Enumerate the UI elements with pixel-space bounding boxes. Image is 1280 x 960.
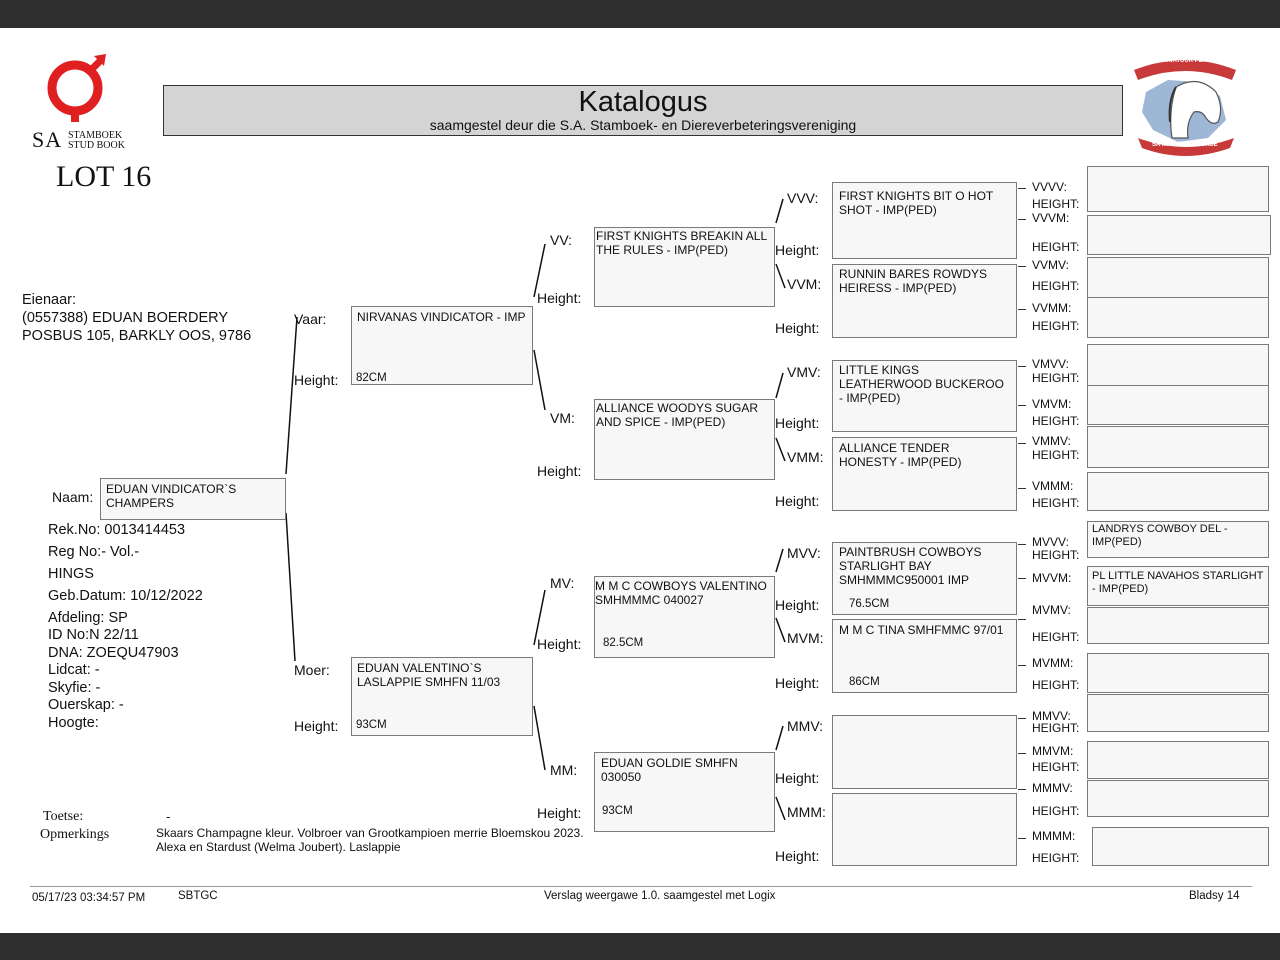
mmmm-label: MMMM: [1032,829,1076,843]
vvv-height-label: Height: [775,242,820,258]
mv-box [594,576,775,658]
mm-name: EDUAN GOLDIE SMHFN 030050 [601,756,738,784]
vvm-box [832,264,1017,338]
mmv-height-label: Height: [775,770,820,786]
vaar-name: NIRVANAS VINDICATOR - IMP [357,310,526,324]
footer-org: SBTGC [178,890,218,902]
vm-label: VM: [550,410,575,426]
line-mv-mvm [776,618,785,642]
mmm-box [832,793,1017,866]
owner-name: (0557388) EDUAN BOERDERY [22,310,229,326]
lidcat: Lidcat: - [48,662,100,678]
mmvv-box [1087,694,1269,732]
mmmv-box [1087,780,1269,817]
mvm-height: 86CM [849,676,880,688]
skyfie: Skyfie: - [48,680,101,696]
mmvm-height-label: HEIGHT: [1032,760,1080,774]
footer-datetime: 05/17/23 03:34:57 PM [32,892,146,904]
moer-name: EDUAN VALENTINO`S LASLAPPIE SMHFN 11/03 [357,661,501,689]
vm-name: ALLIANCE WOODYS SUGAR AND SPICE - IMP(PED) [596,401,759,429]
owner-label: Eienaar: [22,292,77,308]
mmmv-label: MMMV: [1032,781,1073,795]
line-animal-moer [286,513,295,661]
logo-bottom-text: SA MINIATURE HORSE [1152,142,1218,148]
vmm-height-label: Height: [775,493,820,509]
vmvv-label: VMVV: [1032,357,1069,371]
vmmm-height-label: HEIGHT: [1032,496,1080,510]
vv-name: FIRST KNIGHTS BREAKIN ALL THE RULES - IMP(PED) [596,229,767,257]
vmm-box [832,437,1017,511]
dna: DNA: ZOEQU47903 [48,645,179,661]
mv-name: M M C COWBOYS VALENTINO SMHMMMC 040027 [595,579,767,607]
logo-top-text: SA MINIATUUR PERD [1150,58,1212,64]
birth-date: Geb.Datum: 10/12/2022 [48,588,203,604]
vvv-label: VVV: [787,190,819,206]
remarks-line-2: Alexa en Stardust (Welma Joubert). Laslappie [156,840,401,854]
moer-height-label: Height: [294,718,339,734]
vmv-label: VMV: [787,364,821,380]
footer-page: Bladsy 14 [1189,890,1240,902]
vmvm-label: VMVM: [1032,397,1072,411]
mvmm-box [1087,653,1269,693]
mmv-box [832,715,1017,789]
mv-label: MV: [550,575,575,591]
vvmv-box [1087,257,1269,299]
vmv-height-label: Height: [775,415,820,431]
vvm-label: VVM: [787,276,822,292]
vv-label: VV: [550,232,573,248]
vvvm-label: VVVM: [1032,211,1070,225]
mvm-label: MVM: [787,630,824,646]
vmvv-height-label: HEIGHT: [1032,371,1080,385]
opmerkings-label: Opmerkings [40,827,110,842]
moer-label: Moer: [294,662,330,678]
mvv-height: 76.5CM [849,598,890,610]
vv-box [594,227,775,307]
mvmv-box [1087,607,1269,644]
ouerskap: Ouerskap: - [48,697,124,713]
toetse-value: - [166,809,171,824]
mvvm-box [1087,566,1269,606]
line-mm-mmv [776,726,783,750]
mvmv-label: MVMV: [1032,603,1071,617]
mmmm-box [1092,827,1269,866]
line-moer-mm [534,706,545,770]
mmv-label: MMV: [787,718,824,734]
mvvv-label: MVVV: [1032,535,1069,549]
vvvv-height-label: HEIGHT: [1032,197,1080,211]
vvmv-height-label: HEIGHT: [1032,279,1080,293]
lot-number: LOT 16 [56,160,152,193]
mmvv-label: MMVV: [1032,709,1071,723]
mvv-box [832,542,1017,615]
mvvv-box [1087,521,1269,558]
vmvm-height-label: HEIGHT: [1032,414,1080,428]
vmmv-height-label: HEIGHT: [1032,448,1080,462]
name-label: Naam: [52,489,94,505]
mvm-box [832,619,1017,693]
mvvm-name: PL LITTLE NAVAHOS STARLIGHT - IMP(PED) [1092,570,1264,595]
mvm-height-label: Height: [775,675,820,691]
logo-stud-book: STUD BOOK [68,140,125,151]
remarks-line-1: Skaars Champagne kleur. Volbroer van Grootkampioen merrie Bloemskou 2023. [156,826,584,840]
mv-height-label: Height: [537,636,582,652]
line-mm-mmm [776,797,785,820]
mm-height-label: Height: [537,805,582,821]
reg-no: Reg No:- Vol.- [48,544,140,560]
vmv-name: LITTLE KINGS LEATHERWOOD BUCKEROO - IMP(PED) [839,363,1004,405]
footer-report: Verslag weergawe 1.0. saamgestel met Logix [544,890,776,902]
mm-height: 93CM [602,805,633,817]
mmvm-box [1087,741,1269,779]
catalog-subtitle: saamgestel deur die S.A. Stamboek- en Diereverbeteringsvereniging [429,117,857,133]
line-vm-vmv [776,373,783,398]
vmmv-box [1087,426,1269,468]
mvvv-name: LANDRYS COWBOY DEL - IMP(PED) [1092,523,1228,548]
catalog-title: Katalogus [578,86,708,118]
mvv-label: MVV: [787,545,821,561]
vaar-height-label: Height: [294,372,339,388]
line-vm-vmm [776,438,785,461]
hoogte: Hoogte: [48,715,99,731]
mv-height: 82.5CM [603,637,644,649]
mvm-name: M M C TINA SMHFMMC 97/01 [839,623,1004,637]
vvvv-box [1087,166,1269,212]
line-vv-vvm [776,264,785,288]
vvv-box [832,182,1017,259]
line-animal-vaar [286,317,297,474]
animal-name: EDUAN VINDICATOR`S CHAMPERS [106,482,237,510]
vvmm-height-label: HEIGHT: [1032,319,1080,333]
vaar-box [351,306,533,385]
mmm-height-label: Height: [775,848,820,864]
vmmm-label: VMMM: [1032,479,1074,493]
line-vaar-vm [534,350,545,410]
vvv-name: FIRST KNIGHTS BIT O HOT SHOT - IMP(PED) [839,189,994,217]
vmmm-box [1087,472,1269,511]
vmm-label: VMM: [787,449,824,465]
mvvm-label: MVVM: [1032,571,1072,585]
vmvm-box [1087,385,1269,425]
vvmv-label: VVMV: [1032,258,1069,272]
vvmm-label: VVMM: [1032,301,1072,315]
vvm-height-label: Height: [775,320,820,336]
logo-sa: SA [32,127,63,152]
line-vv-vvv [776,199,783,223]
vaar-height: 82CM [356,372,387,384]
mmvm-label: MMVM: [1032,744,1074,758]
moer-box [351,657,533,736]
vvvv-label: VVVV: [1032,180,1067,194]
mvmm-height-label: HEIGHT: [1032,678,1080,692]
mmm-label: MMM: [787,804,826,820]
vvmm-box [1087,297,1269,338]
vm-box [594,399,775,480]
toetse-label: Toetse: [43,809,84,824]
bottom-bar [0,933,1280,960]
mmmm-height-label: HEIGHT: [1032,851,1080,865]
vvvm-height-label: HEIGHT: [1032,240,1080,254]
vmvv-box [1087,344,1269,386]
rek-no: Rek.No: 0013414453 [48,522,186,538]
footer-rule [30,886,1252,887]
vv-height-label: Height: [537,290,582,306]
mmvv-height-label: HEIGHT: [1032,721,1080,735]
moer-height: 93CM [356,719,387,731]
mmmv-height-label: HEIGHT: [1032,804,1080,818]
section: Afdeling: SP [48,610,128,626]
id-no: ID No:N 22/11 [48,627,139,643]
mvmv-height-label: HEIGHT: [1032,630,1080,644]
vaar-label: Vaar: [294,311,327,327]
vvm-name: RUNNIN BARES ROWDYS HEIRESS - IMP(PED) [839,267,988,295]
vmmv-label: VMMV: [1032,434,1071,448]
mvmm-label: MVMM: [1032,656,1074,670]
mm-box [594,752,775,832]
vvvm-box [1087,215,1271,255]
vm-height-label: Height: [537,463,582,479]
animal-name-box [100,478,286,520]
sex: HINGS [48,566,94,582]
line-mv-mvv [776,549,783,572]
mvv-height-label: Height: [775,597,820,613]
mm-label: MM: [550,762,578,778]
mvv-name: PAINTBRUSH COWBOYS STARLIGHT BAY SMHMMMC950001 IMP [839,545,982,587]
vmm-name: ALLIANCE TENDER HONESTY - IMP(PED) [839,441,962,469]
owner-address: POSBUS 105, BARKLY OOS, 9786 [22,328,252,344]
logo-stamboek: STAMBOEK [68,130,123,141]
vmv-box [832,360,1017,432]
mvvv-height-label: HEIGHT: [1032,548,1080,562]
